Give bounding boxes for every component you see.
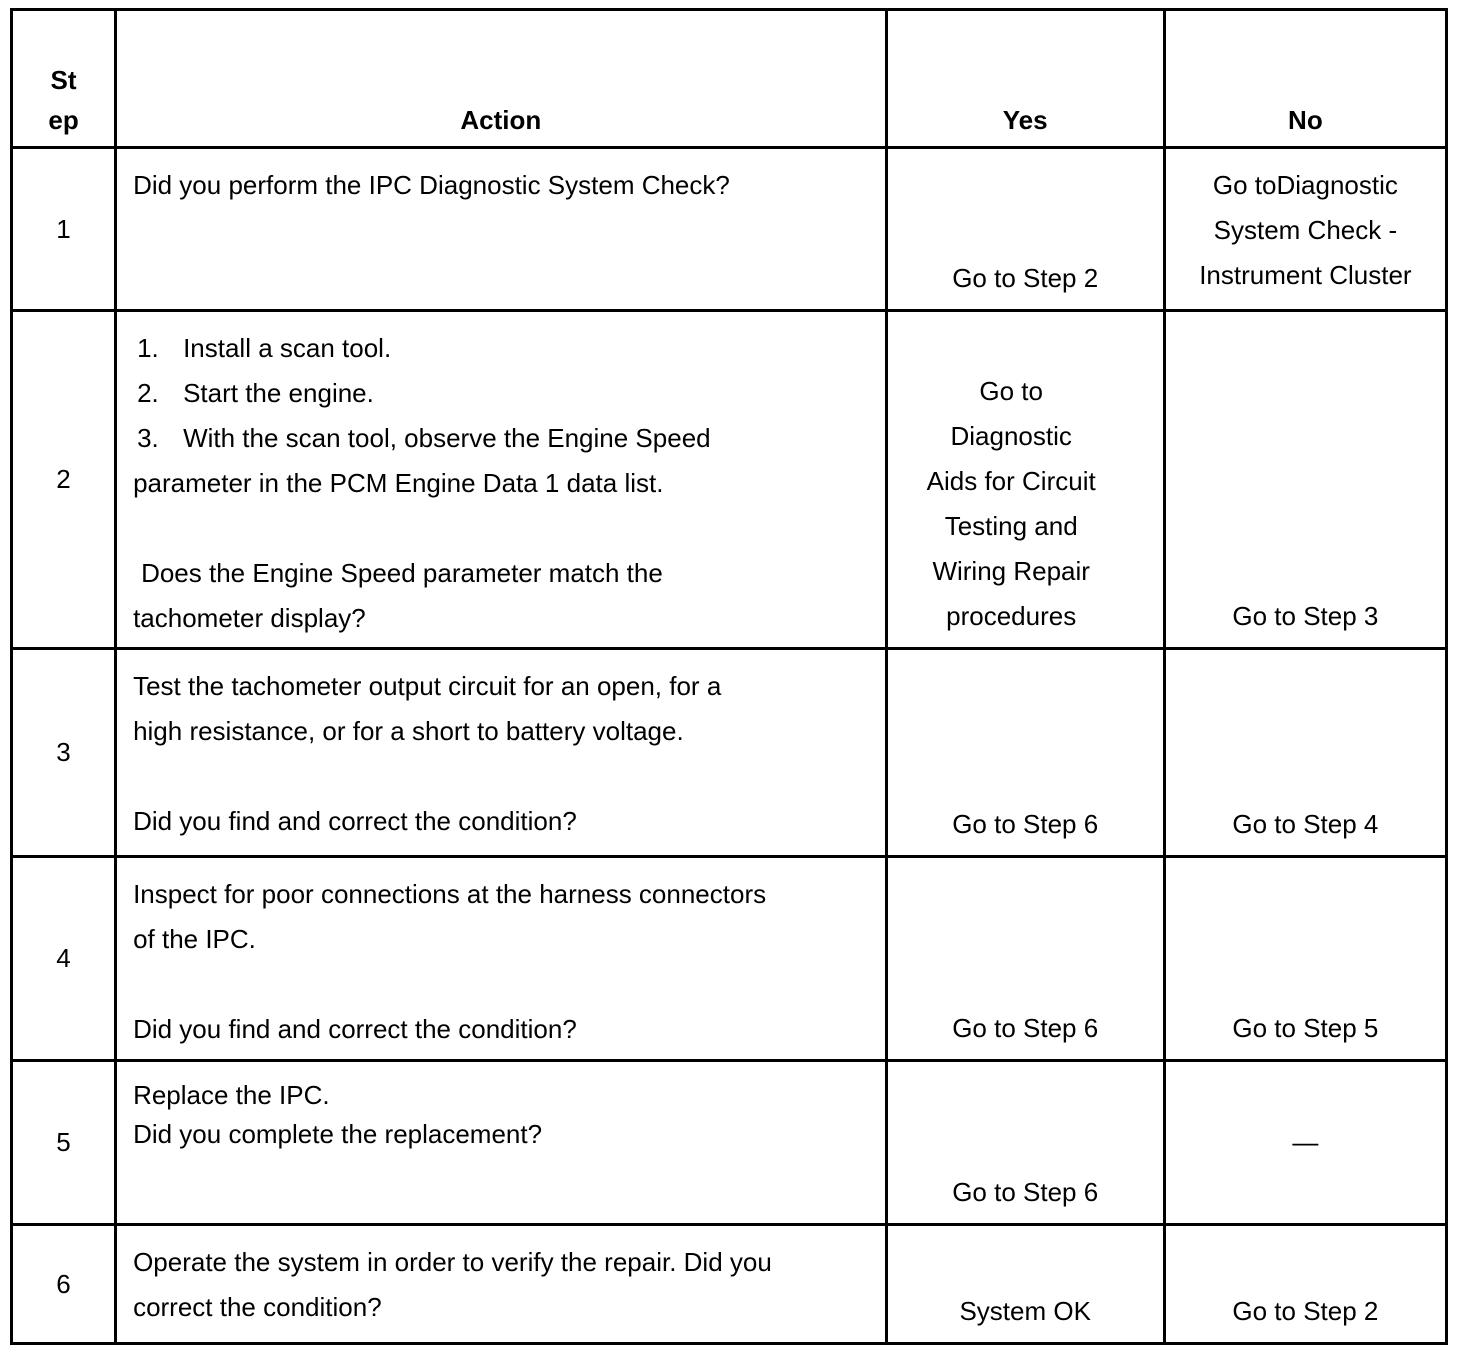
action-text: Replace the IPC.	[133, 1080, 330, 1110]
header-row	[12, 10, 1447, 148]
yes-cell: Go to Step 6	[886, 649, 1164, 857]
action-text: correct the condition?	[133, 1292, 382, 1322]
yes-cell: System OK	[886, 1225, 1164, 1344]
no-cell: Go to Step 5	[1164, 857, 1446, 1061]
action-question: Did you find and correct the condition?	[133, 806, 577, 836]
table-row	[12, 649, 1447, 857]
yes-cell: Go to Step 2	[886, 148, 1164, 311]
list-item	[133, 326, 869, 371]
action-question: Does the Engine Speed parameter match the	[141, 558, 663, 588]
action-cell	[116, 857, 887, 1061]
header-step-line1: St	[50, 65, 77, 95]
no-cell: —	[1164, 1061, 1446, 1225]
header-action: Action	[116, 10, 887, 148]
action-text: Inspect for poor connections at the harness connectors	[133, 879, 767, 909]
header-yes: Yes	[886, 10, 1164, 148]
action-text: Operate the system in order to verify the repair. Did you	[133, 1247, 772, 1277]
table-row	[12, 857, 1447, 1061]
action-cell	[116, 1061, 887, 1225]
table-row	[12, 1061, 1447, 1225]
step-number: 6	[12, 1225, 116, 1344]
action-question: Did you complete the replacement?	[133, 1119, 543, 1149]
action-question: tachometer display?	[133, 603, 366, 633]
step-number: 4	[12, 857, 116, 1061]
list-number: 2.	[137, 378, 159, 408]
action-cell	[116, 1225, 887, 1344]
no-text: Go toDiagnostic	[1212, 170, 1398, 200]
list-text: Install a scan tool.	[183, 333, 392, 363]
no-cell: Go to Step 2	[1164, 1225, 1446, 1344]
no-text: Instrument Cluster	[1199, 260, 1412, 290]
action-cell	[116, 649, 887, 857]
action-cell	[116, 148, 887, 311]
step-number: 1	[12, 148, 116, 311]
list-number: 1.	[137, 333, 159, 363]
action-text: Did you perform the IPC Diagnostic System Check?	[133, 170, 730, 200]
yes-text: procedures	[946, 601, 1077, 631]
yes-text: Testing and	[944, 511, 1078, 541]
list-text: Start the engine.	[183, 378, 374, 408]
action-question: Did you find and correct the condition?	[133, 1014, 577, 1044]
header-no: No	[1164, 10, 1446, 148]
action-continuation: parameter in the PCM Engine Data 1 data list.	[133, 468, 664, 498]
step-number: 5	[12, 1061, 116, 1225]
list-number: 3.	[137, 423, 159, 453]
action-list	[133, 326, 869, 461]
yes-text: Go to	[979, 376, 1043, 406]
diagnostic-table	[10, 8, 1448, 1345]
yes-text: Diagnostic	[950, 421, 1072, 451]
list-item	[133, 416, 869, 461]
action-text: of the IPC.	[133, 924, 256, 954]
table-row	[12, 311, 1447, 649]
yes-text: Aids for Circuit	[926, 466, 1096, 496]
no-text: System Check -	[1213, 215, 1398, 245]
yes-cell: Go to Step 6	[886, 1061, 1164, 1225]
action-text: Test the tachometer output circuit for an open, for a	[133, 671, 722, 701]
no-cell: Go to Step 3	[1164, 311, 1446, 649]
step-number: 2	[12, 311, 116, 649]
no-cell	[1164, 148, 1446, 311]
header-step	[12, 10, 116, 148]
action-cell	[116, 311, 887, 649]
step-number: 3	[12, 649, 116, 857]
yes-text: Wiring Repair	[932, 556, 1090, 586]
action-text: high resistance, or for a short to battery voltage.	[133, 716, 684, 746]
yes-cell: Go to Step 6	[886, 857, 1164, 1061]
header-step-line2: ep	[48, 105, 79, 135]
table-row	[12, 1225, 1447, 1344]
yes-cell	[886, 311, 1164, 649]
list-text: With the scan tool, observe the Engine Speed	[183, 423, 711, 453]
no-cell: Go to Step 4	[1164, 649, 1446, 857]
table-row	[12, 148, 1447, 311]
list-item	[133, 371, 869, 416]
